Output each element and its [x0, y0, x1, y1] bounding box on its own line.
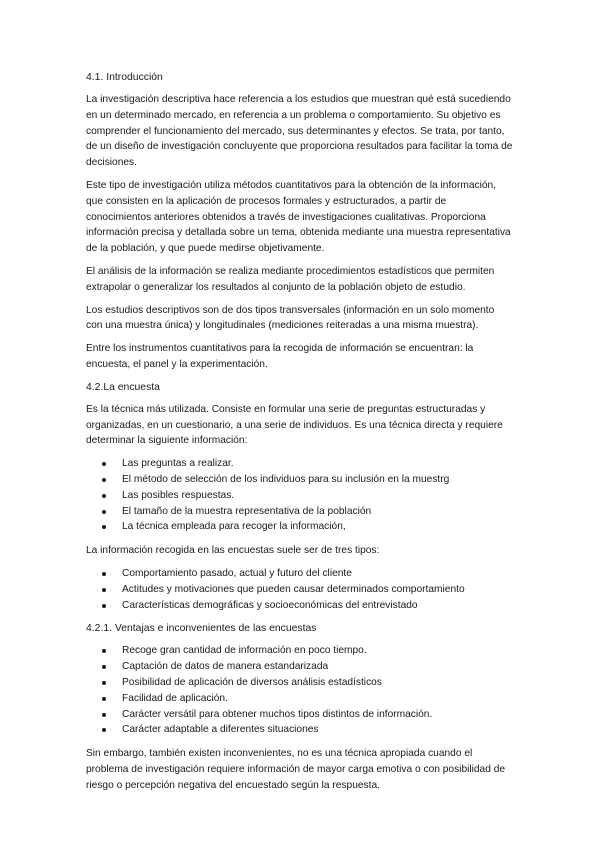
bullet-icon	[102, 713, 106, 717]
list-item: El tamaño de la muestra representativa de la población	[86, 504, 513, 520]
bullet-icon	[102, 697, 106, 701]
section-heading-encuesta: 4.2.La encuesta	[86, 381, 160, 393]
list-item: Actitudes y motivaciones que pueden causar determinados comportamiento	[86, 582, 513, 598]
bullet-icon	[102, 494, 106, 498]
bullet-icon	[102, 681, 106, 685]
list-item: Las preguntas a realizar.	[86, 456, 513, 472]
bullet-icon	[102, 588, 106, 592]
section-heading-ventajas: 4.2.1. Ventajas e inconvenientes de las encuestas	[86, 623, 317, 635]
bullet-icon	[102, 572, 106, 576]
bullet-icon	[102, 728, 106, 732]
paragraph: Los estudios descriptivos son de dos tipos transversales (información en un solo momento con una muestra única) y longitudinales (mediciones reiteradas a una misma muestra).	[86, 304, 495, 332]
list-item: Comportamiento pasado, actual y futuro del cliente	[86, 566, 513, 582]
list-item: Recoge gran cantidad de información en poco tiempo.	[86, 643, 513, 659]
list-item: Características demográficas y socioeconómicas del entrevistado	[86, 598, 513, 614]
advantages-list	[86, 643, 513, 738]
paragraph: La información recogida en las encuestas suele ser de tres tipos:	[86, 545, 380, 557]
bullet-icon	[102, 525, 106, 529]
list-item: Facilidad de aplicación.	[86, 691, 513, 707]
list-item: Carácter versátil para obtener muchos tipos distintos de información.	[86, 707, 513, 723]
bullet-icon	[102, 604, 106, 608]
info-types-list	[86, 566, 513, 613]
list-item: El método de selección de los individuos para su inclusión en la muestrg	[86, 472, 513, 488]
list-item: Carácter adaptable a diferentes situaciones	[86, 722, 513, 738]
bullet-icon	[102, 478, 106, 482]
list-item: Captación de datos de manera estandarizada	[86, 659, 513, 675]
bullet-icon	[102, 510, 106, 514]
paragraph: Sin embargo, también existen inconvenientes, no es una técnica apropiada cuando el problema de investigación requiere información de mayor carga emotiva o con posibilidad de riesgo o percepción negativa del encuestado según la respuesta.	[86, 748, 506, 791]
paragraph: El análisis de la información se realiza mediante procedimientos estadísticos que permiten extrapolar o generalizar los resultados al conjunto de la población objeto de estudio.	[86, 265, 495, 293]
paragraph: Es la técnica más utilizada. Consiste en formular una serie de preguntas estructuradas y organizadas, en un cuestionario, a una serie de individuos. Es una técnica directa y requiere determinar la siguiente información:	[86, 403, 503, 447]
bullet-icon	[102, 462, 106, 466]
paragraph: La investigación descriptiva hace referencia a los estudios que muestran qué está sucediendo en un determinado mercado, en referencia a un problema o comportamiento. Su objetivo es comprender el funcionamiento del mercado, sus determinantes y efectos. Se trata, por tanto, de un diseño de investigación concluyente que proporciona resultados para facilitar la toma de decisiones.	[86, 94, 513, 169]
survey-requirements-list	[86, 456, 513, 535]
list-item: Posibilidad de aplicación de diversos análisis estadísticos	[86, 675, 513, 691]
list-item: Las posibles respuestas.	[86, 488, 513, 504]
section-heading-introduccion: 4.1. Introducción	[86, 72, 163, 83]
list-item: La técnica empleada para recoger la información,	[86, 519, 513, 535]
paragraph: Entre los instrumentos cuantitativos para la recogida de información se encuentran: la encuesta, el panel y la experimentación.	[86, 343, 474, 370]
bullet-icon	[102, 649, 106, 653]
paragraph: Este tipo de investigación utiliza métodos cuantitativos para la obtención de la información, que consisten en la aplicación de procesos formales y estructurados, a partir de conocimientos anteriores obtenidos a través de investigaciones cualitativas. Proporciona información precisa y detallada sobre un tema, obtenida mediante una muestra representativa de la población, y que puede medirse objetivamente.	[86, 179, 511, 255]
bullet-icon	[102, 665, 106, 669]
